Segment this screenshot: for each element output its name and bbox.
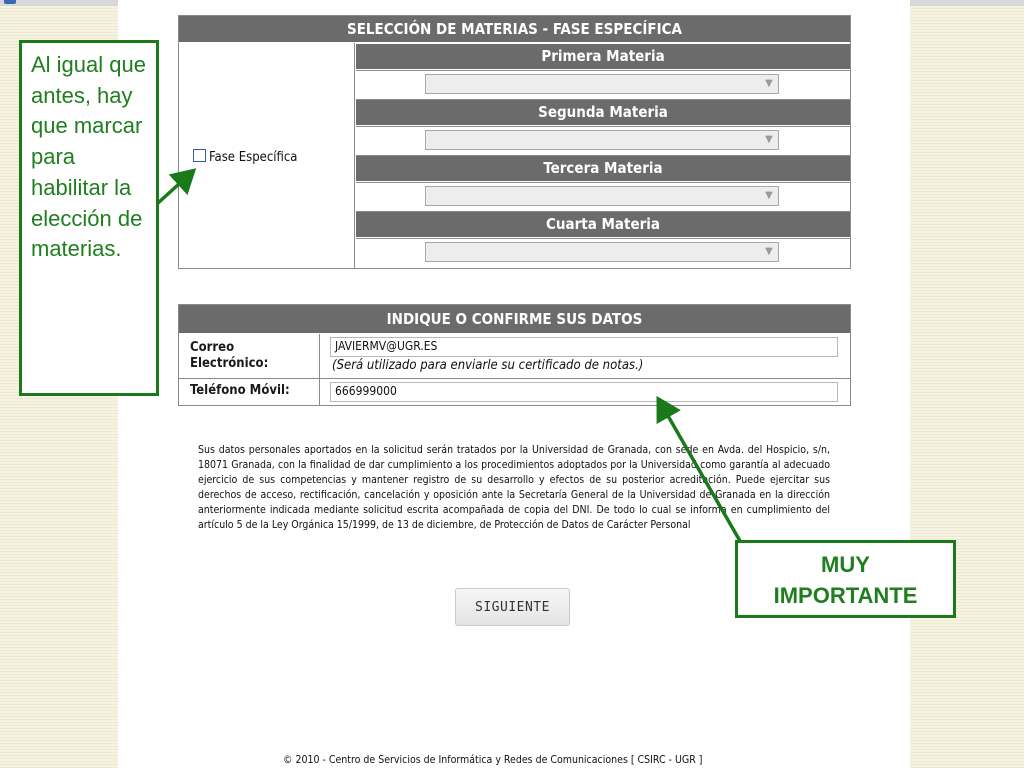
fase-especifica-text: Fase Específica xyxy=(209,150,298,165)
phone-label: Teléfono Móvil: xyxy=(179,379,320,405)
tercera-materia-header: Tercera Materia xyxy=(356,156,850,181)
personal-data-title: INDIQUE O CONFIRME SUS DATOS xyxy=(179,305,850,333)
email-field[interactable]: JAVIERMV@UGR.ES xyxy=(330,337,838,357)
segunda-materia-header: Segunda Materia xyxy=(356,100,850,125)
email-label-line1: Correo xyxy=(190,340,235,355)
email-hint: (Será utilizado para enviarle su certificado de notas.) xyxy=(332,358,644,373)
cuarta-materia-header: Cuarta Materia xyxy=(356,212,850,237)
chevron-down-icon[interactable]: ▼ xyxy=(765,246,773,257)
phone-field[interactable]: 666999000 xyxy=(330,382,838,402)
subject-selection-title: SELECCIÓN DE MATERIAS - FASE ESPECÍFICA xyxy=(179,16,850,42)
callout-left-note: Al igual que antes, hay que marcar para habilitar la elección de materias. xyxy=(19,40,159,396)
email-label-line2: Electrónico: xyxy=(190,356,269,371)
arrow-to-phone-icon xyxy=(660,402,740,541)
primera-materia-header: Primera Materia xyxy=(356,44,850,69)
callout-right-line2: IMPORTANTE xyxy=(773,583,918,608)
page-footer: © 2010 - Centro de Servicios de Informática y Redes de Comunicaciones [ CSIRC - UGR ] xyxy=(283,754,703,766)
arrow-to-checkbox-icon xyxy=(158,173,191,203)
callout-right-line1: MUY xyxy=(821,552,870,577)
chevron-down-icon[interactable]: ▼ xyxy=(765,190,773,201)
privacy-notice: Sus datos personales aportados en la solicitud serán tratados por la Universidad de Granada, con sede en Avda. del Hospicio, s/n, 18071 Granada, con la finalidad de dar cumplimiento a los procedimientos adoptados por la Universidad como garantía al adecuado ejercicio de sus competencias y mantener registro de su desarrollo y efectos de su posterior acreditación. Puede ejercitar sus derechos de acceso, rectificación, cancelación y oposición ante la Secretaría General de la Universidad de Granada en la dirección anteriormente indicada mediante solicitud escrita acompañada de copia del DNI. De todo lo cual se informa en cumplimiento del artículo 5 de la Ley Orgánica 15/1999, de 13 de diciembre, de Protección de Datos de Carácter Personal xyxy=(198,444,830,531)
chevron-down-icon[interactable]: ▼ xyxy=(765,78,773,89)
siguiente-button[interactable]: SIGUIENTE xyxy=(455,588,570,626)
chevron-down-icon[interactable]: ▼ xyxy=(765,134,773,145)
